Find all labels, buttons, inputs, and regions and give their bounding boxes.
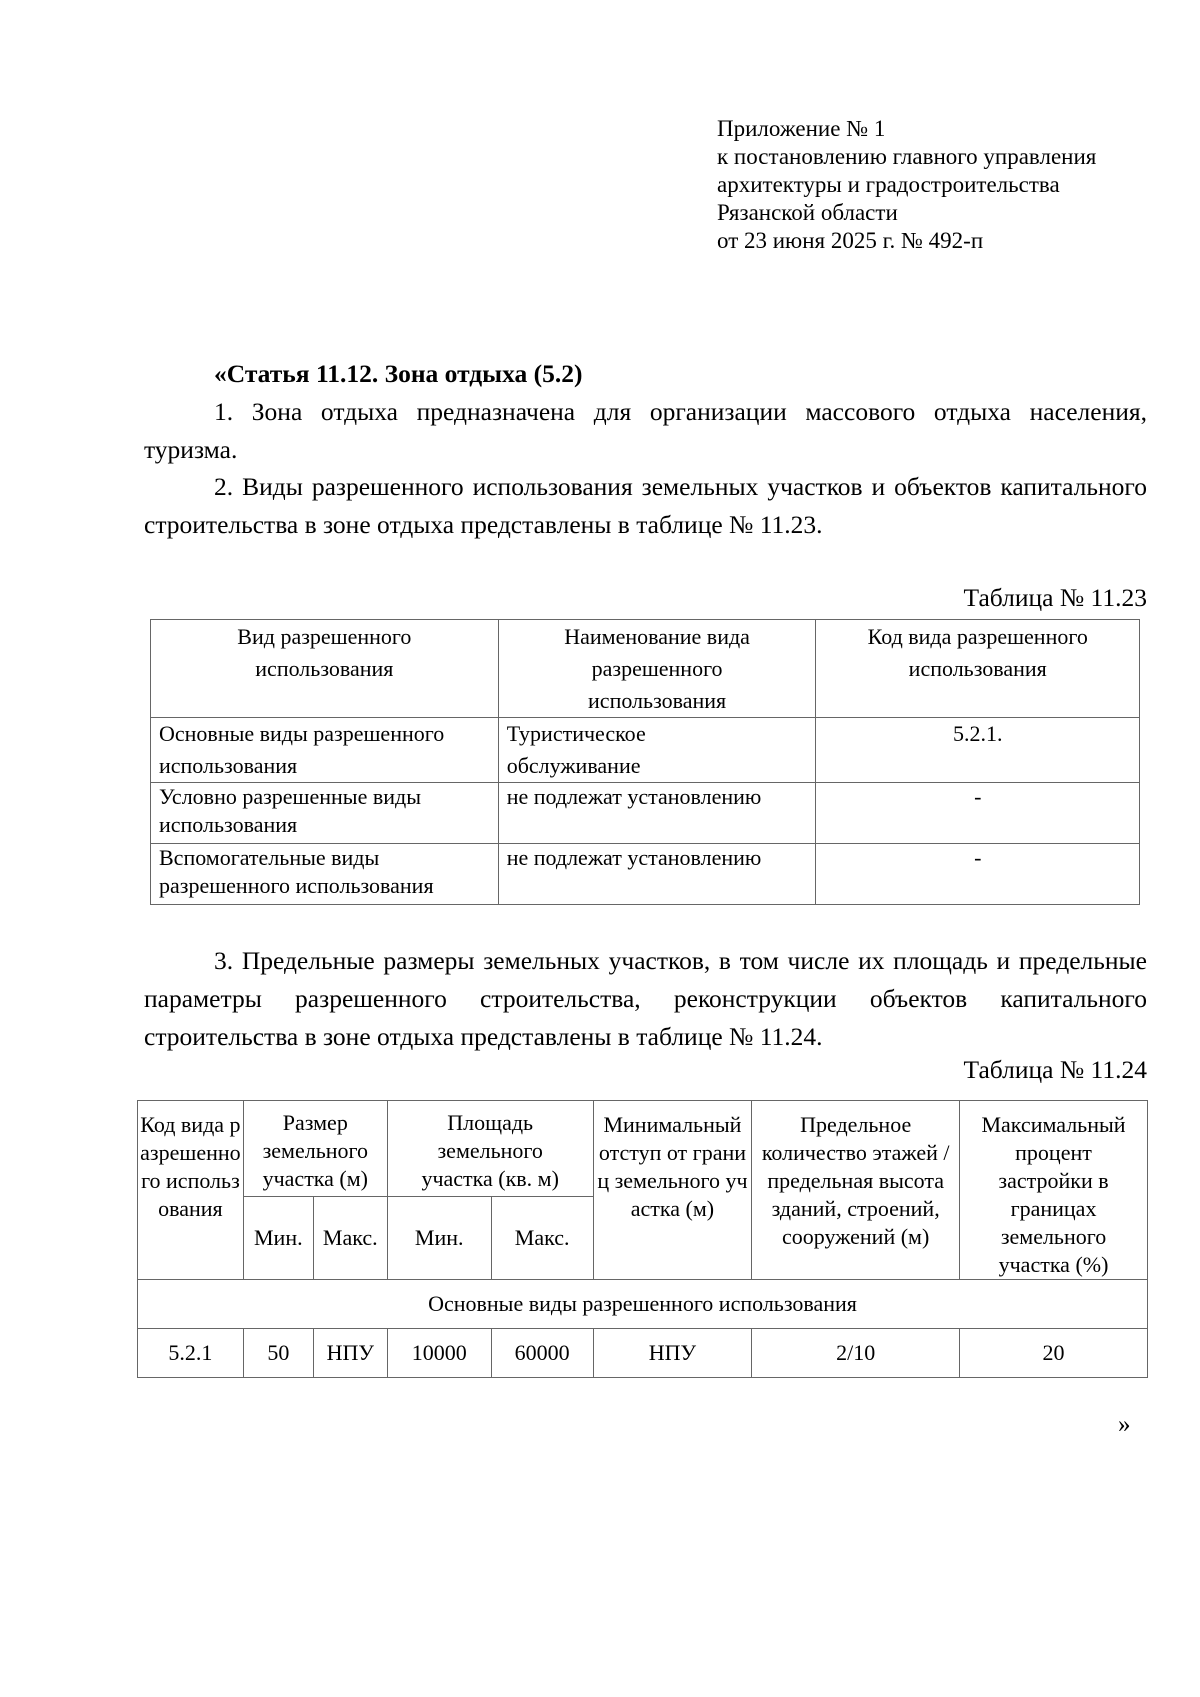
header-cell: Наименование вида разрешенного использования [498,620,816,718]
table-cell: 5.2.1. [816,718,1140,783]
table-cell: 10000 [387,1329,491,1378]
table-cell: 60000 [491,1329,593,1378]
table-cell: НПУ [313,1329,387,1378]
header-cell: Предельное количество этажей / предельная высота зданий, строений, сооружений (м) [752,1101,960,1280]
table-1-caption: Таблица № 11.23 [963,583,1147,612]
table-cell: Вспомогательные виды разрешенного использования [151,844,499,905]
header-cell: Код вида разрешенного использования [816,620,1140,718]
table-cell: НПУ [593,1329,752,1378]
table-cell: Основные виды разрешенного использования [151,718,499,783]
table-cell: 5.2.1 [138,1329,244,1378]
table-cell: не подлежат установлению [498,844,816,905]
table-cell: Туристическое обслуживание [498,718,816,783]
header-cell: Площадь земельного участка (кв. м) [387,1101,593,1197]
section-cell: Основные виды разрешенного использования [138,1280,1148,1329]
table-header-row [138,1101,1148,1197]
header-cell: Макс. [313,1197,387,1280]
appendix-line: от 23 июня 2025 г. № 492-п [717,228,984,253]
header-cell: Минимальный отступ от границ земельного участка (м) [593,1101,752,1280]
table-cell: 2/10 [752,1329,960,1378]
table-row [138,1329,1148,1378]
table-cell: Условно разрешенные виды использования [151,783,499,844]
header-cell: Максимальный процент застройки в границах земельного участка (%) [960,1101,1148,1280]
table-cell: 50 [243,1329,313,1378]
header-cell: Размер земельного участка (м) [243,1101,387,1197]
header-cell: Мин. [243,1197,313,1280]
article-title: «Статья 11.12. Зона отдыха (5.2) [214,359,583,388]
appendix-line: Приложение № 1 [717,116,886,141]
header-cell: Вид разрешенного использования [151,620,499,718]
table-cell: 20 [960,1329,1148,1378]
paragraph-3: 3. Предельные размеры земельных участков, в том числе их площадь и предельные параметры разрешенного строительства, реконструкции объектов капитального строительства в зоне отдыха представлены в таблице № 11.24. [144,946,1147,1051]
table-2-caption: Таблица № 11.24 [963,1055,1147,1084]
appendix-line: Рязанской области [717,200,898,225]
table-header-row [151,620,1140,718]
parameters-table [137,1100,1148,1378]
permitted-use-table [150,619,1140,905]
table-row [151,844,1140,905]
table-row [151,718,1140,783]
table-cell: - [816,844,1140,905]
header-cell: Код вида разрешенного использования [138,1101,244,1280]
table-cell: - [816,783,1140,844]
header-cell: Мин. [387,1197,491,1280]
closing-quote: » [1118,1411,1131,1438]
paragraph-1: 1. Зона отдыха предназначена для организации массового отдыха населения, туризма. [144,397,1147,464]
table-section-row [138,1280,1148,1329]
appendix-line: к постановлению главного управления [717,144,1097,169]
paragraph-2: 2. Виды разрешенного использования земельных участков и объектов капитального строительства в зоне отдыха представлены в таблице № 11.23. [144,472,1147,539]
appendix-line: архитектуры и градостроительства [717,172,1060,197]
table-row [151,783,1140,844]
appendix-header [717,115,1137,255]
table-cell: не подлежат установлению [498,783,816,844]
header-cell: Макс. [491,1197,593,1280]
